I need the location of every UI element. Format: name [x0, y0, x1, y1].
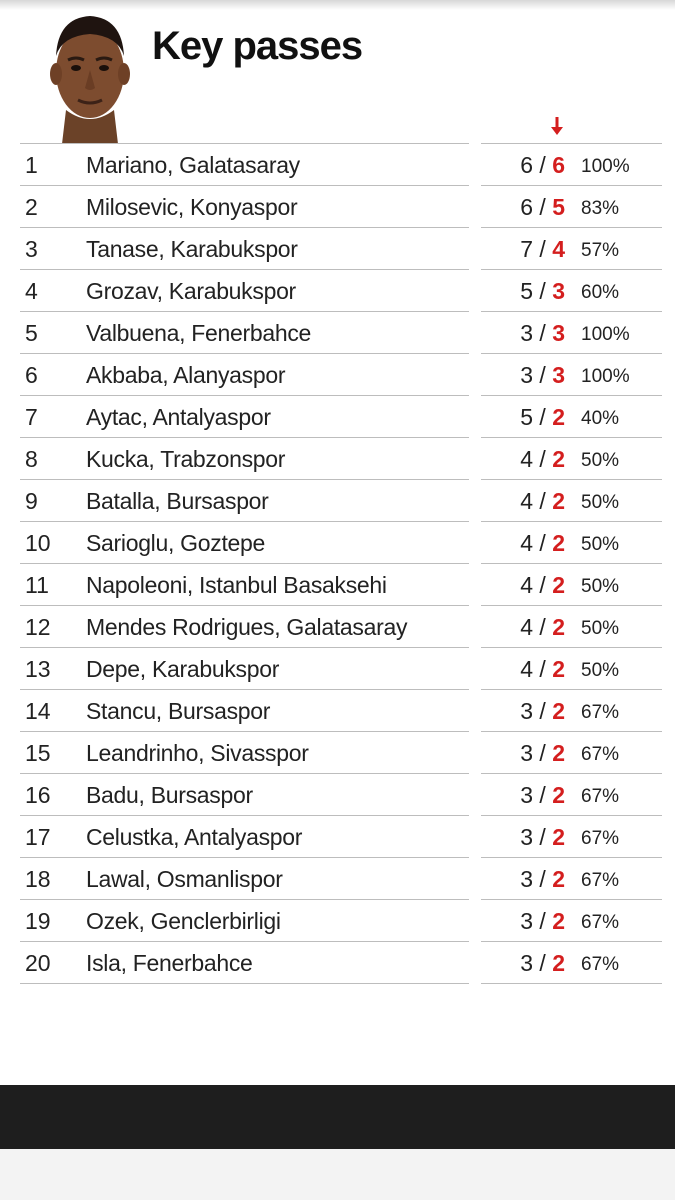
key-passes: 2	[552, 782, 565, 808]
key-passes: 2	[552, 866, 565, 892]
table-row[interactable]	[0, 563, 675, 605]
total-passes: 6	[520, 194, 534, 220]
percentage-cell: 67%	[581, 828, 620, 849]
rank-cell: 11	[25, 572, 49, 598]
key-passes: 2	[552, 530, 565, 556]
total-passes: 3	[520, 782, 534, 808]
player-cell: Napoleoni, Istanbul Basaksehi	[86, 572, 387, 598]
passes-ratio	[520, 941, 565, 985]
rank-cell: 14	[25, 698, 51, 724]
ratio-separator: /	[533, 950, 553, 976]
player-cell: Grozav, Karabukspor	[86, 278, 296, 304]
ratio-separator: /	[533, 866, 553, 892]
player-cell: Mendes Rodrigues, Galatasaray	[86, 614, 408, 640]
player-cell: Isla, Fenerbahce	[86, 950, 253, 976]
top-shade	[0, 0, 675, 10]
key-passes-table	[0, 143, 675, 984]
table-row[interactable]	[0, 269, 675, 311]
player-cell: Stancu, Bursaspor	[86, 698, 271, 724]
passes-ratio	[520, 731, 565, 775]
passes-ratio	[520, 689, 565, 733]
passes-ratio	[520, 899, 565, 943]
percentage-cell: 100%	[581, 156, 630, 177]
passes-ratio	[520, 311, 565, 355]
player-cell: Aytac, Antalyaspor	[86, 404, 271, 430]
percentage-cell: 83%	[581, 198, 620, 219]
key-passes: 4	[552, 236, 565, 262]
total-passes: 3	[520, 320, 534, 346]
percentage-cell: 57%	[581, 240, 620, 261]
percentage-cell: 67%	[581, 786, 620, 807]
table-row[interactable]	[0, 731, 675, 773]
rank-cell: 17	[25, 824, 51, 850]
table-row[interactable]	[0, 857, 675, 899]
bottom-area	[0, 1149, 675, 1200]
key-passes: 3	[552, 320, 565, 346]
key-passes: 2	[552, 908, 565, 934]
table-row[interactable]	[0, 437, 675, 479]
ratio-separator: /	[533, 656, 553, 682]
ratio-separator: /	[533, 446, 553, 472]
arrow-down-icon[interactable]	[549, 116, 565, 136]
ratio-separator: /	[533, 824, 553, 850]
player-cell: Akbaba, Alanyaspor	[86, 362, 286, 388]
rank-cell: 3	[25, 236, 38, 262]
key-passes: 3	[552, 278, 565, 304]
passes-ratio	[520, 437, 565, 481]
player-cell: Celustka, Antalyaspor	[86, 824, 303, 850]
percentage-cell: 50%	[581, 534, 620, 555]
ratio-separator: /	[533, 152, 553, 178]
ratio-separator: /	[533, 488, 553, 514]
rank-cell: 4	[25, 278, 38, 304]
total-passes: 3	[520, 362, 534, 388]
key-passes: 3	[552, 362, 565, 388]
table-row[interactable]	[0, 143, 675, 185]
player-cell: Depe, Karabukspor	[86, 656, 280, 682]
ratio-separator: /	[533, 572, 553, 598]
rank-cell: 19	[25, 908, 51, 934]
rank-cell: 16	[25, 782, 51, 808]
rank-cell: 6	[25, 362, 38, 388]
rank-cell: 12	[25, 614, 51, 640]
passes-ratio	[520, 563, 565, 607]
player-cell: Ozek, Genclerbirligi	[86, 908, 281, 934]
percentage-cell: 67%	[581, 702, 620, 723]
total-passes: 4	[520, 656, 534, 682]
percentage-cell: 50%	[581, 618, 620, 639]
key-passes: 2	[552, 572, 565, 598]
table-row[interactable]	[0, 941, 675, 983]
ratio-separator: /	[533, 236, 553, 262]
ratio-separator: /	[533, 782, 553, 808]
table-row[interactable]	[0, 395, 675, 437]
ratio-separator: /	[533, 698, 553, 724]
total-passes: 4	[520, 530, 534, 556]
total-passes: 3	[520, 824, 534, 850]
percentage-cell: 67%	[581, 912, 620, 933]
player-cell: Sarioglu, Goztepe	[86, 530, 266, 556]
player-cell: Leandrinho, Sivasspor	[86, 740, 309, 766]
key-passes: 5	[552, 194, 565, 220]
passes-ratio	[520, 815, 565, 859]
table-row[interactable]	[0, 353, 675, 395]
total-passes: 4	[520, 446, 534, 472]
total-passes: 3	[520, 950, 534, 976]
table-row[interactable]	[0, 521, 675, 563]
rank-cell: 10	[25, 530, 51, 556]
player-cell: Mariano, Galatasaray	[86, 152, 300, 178]
ratio-separator: /	[533, 908, 553, 934]
player-cell: Kucka, Trabzonspor	[86, 446, 286, 472]
table-row[interactable]	[0, 227, 675, 269]
rank-cell: 15	[25, 740, 51, 766]
passes-ratio	[520, 227, 565, 271]
percentage-cell: 40%	[581, 408, 620, 429]
table-row[interactable]	[0, 185, 675, 227]
total-passes: 4	[520, 614, 534, 640]
passes-ratio	[520, 479, 565, 523]
total-passes: 7	[520, 236, 534, 262]
percentage-cell: 100%	[581, 366, 630, 387]
table-row[interactable]	[0, 899, 675, 941]
key-passes: 2	[552, 698, 565, 724]
passes-ratio	[520, 647, 565, 691]
table-bottom-divider	[0, 983, 675, 984]
passes-ratio	[520, 269, 565, 313]
footer-bar	[0, 1085, 675, 1149]
percentage-cell: 67%	[581, 870, 620, 891]
table-row[interactable]	[0, 647, 675, 689]
player-cell: Valbuena, Fenerbahce	[86, 320, 312, 346]
page-title: Key passes	[152, 24, 363, 68]
total-passes: 4	[520, 572, 534, 598]
rank-cell: 1	[25, 152, 38, 178]
total-passes: 3	[520, 908, 534, 934]
table-row[interactable]	[0, 773, 675, 815]
percentage-cell: 50%	[581, 492, 620, 513]
total-passes: 5	[520, 404, 534, 430]
ratio-separator: /	[533, 614, 553, 640]
total-passes: 4	[520, 488, 534, 514]
rank-cell: 5	[25, 320, 38, 346]
rank-cell: 8	[25, 446, 38, 472]
key-passes: 2	[552, 740, 565, 766]
player-cell: Badu, Bursaspor	[86, 782, 253, 808]
total-passes: 6	[520, 152, 534, 178]
passes-ratio	[520, 773, 565, 817]
table-row[interactable]	[0, 605, 675, 647]
total-passes: 3	[520, 866, 534, 892]
passes-ratio	[520, 605, 565, 649]
key-passes: 2	[552, 656, 565, 682]
rank-cell: 7	[25, 404, 38, 430]
percentage-cell: 50%	[581, 450, 620, 471]
ratio-separator: /	[533, 320, 553, 346]
table-row[interactable]	[0, 689, 675, 731]
percentage-cell: 100%	[581, 324, 630, 345]
player-cell: Milosevic, Konyaspor	[86, 194, 298, 220]
ratio-separator: /	[533, 740, 553, 766]
player-cell: Lawal, Osmanlispor	[86, 866, 283, 892]
table-row[interactable]	[0, 311, 675, 353]
key-passes: 2	[552, 404, 565, 430]
player-cell: Batalla, Bursaspor	[86, 488, 269, 514]
ratio-separator: /	[533, 530, 553, 556]
percentage-cell: 50%	[581, 576, 620, 597]
passes-ratio	[520, 185, 565, 229]
player-photo-icon	[38, 10, 142, 144]
passes-ratio	[520, 395, 565, 439]
key-passes: 2	[552, 950, 565, 976]
total-passes: 3	[520, 740, 534, 766]
ratio-separator: /	[533, 362, 553, 388]
percentage-cell: 67%	[581, 744, 620, 765]
table-row[interactable]	[0, 815, 675, 857]
rank-cell: 18	[25, 866, 51, 892]
passes-ratio	[520, 353, 565, 397]
ratio-separator: /	[533, 278, 553, 304]
rank-cell: 13	[25, 656, 51, 682]
total-passes: 5	[520, 278, 534, 304]
key-passes: 2	[552, 488, 565, 514]
key-passes: 2	[552, 446, 565, 472]
passes-ratio	[520, 857, 565, 901]
player-cell: Tanase, Karabukspor	[86, 236, 298, 262]
rank-cell: 9	[25, 488, 38, 514]
percentage-cell: 50%	[581, 660, 620, 681]
passes-ratio	[520, 521, 565, 565]
key-passes: 2	[552, 614, 565, 640]
rank-cell: 2	[25, 194, 38, 220]
percentage-cell: 67%	[581, 954, 620, 975]
passes-ratio	[520, 143, 565, 187]
rank-cell: 20	[25, 950, 51, 976]
player-avatar	[38, 10, 142, 144]
table-row[interactable]	[0, 479, 675, 521]
percentage-cell: 60%	[581, 282, 620, 303]
ratio-separator: /	[533, 194, 553, 220]
key-passes: 2	[552, 824, 565, 850]
ratio-separator: /	[533, 404, 553, 430]
total-passes: 3	[520, 698, 534, 724]
key-passes: 6	[552, 152, 565, 178]
